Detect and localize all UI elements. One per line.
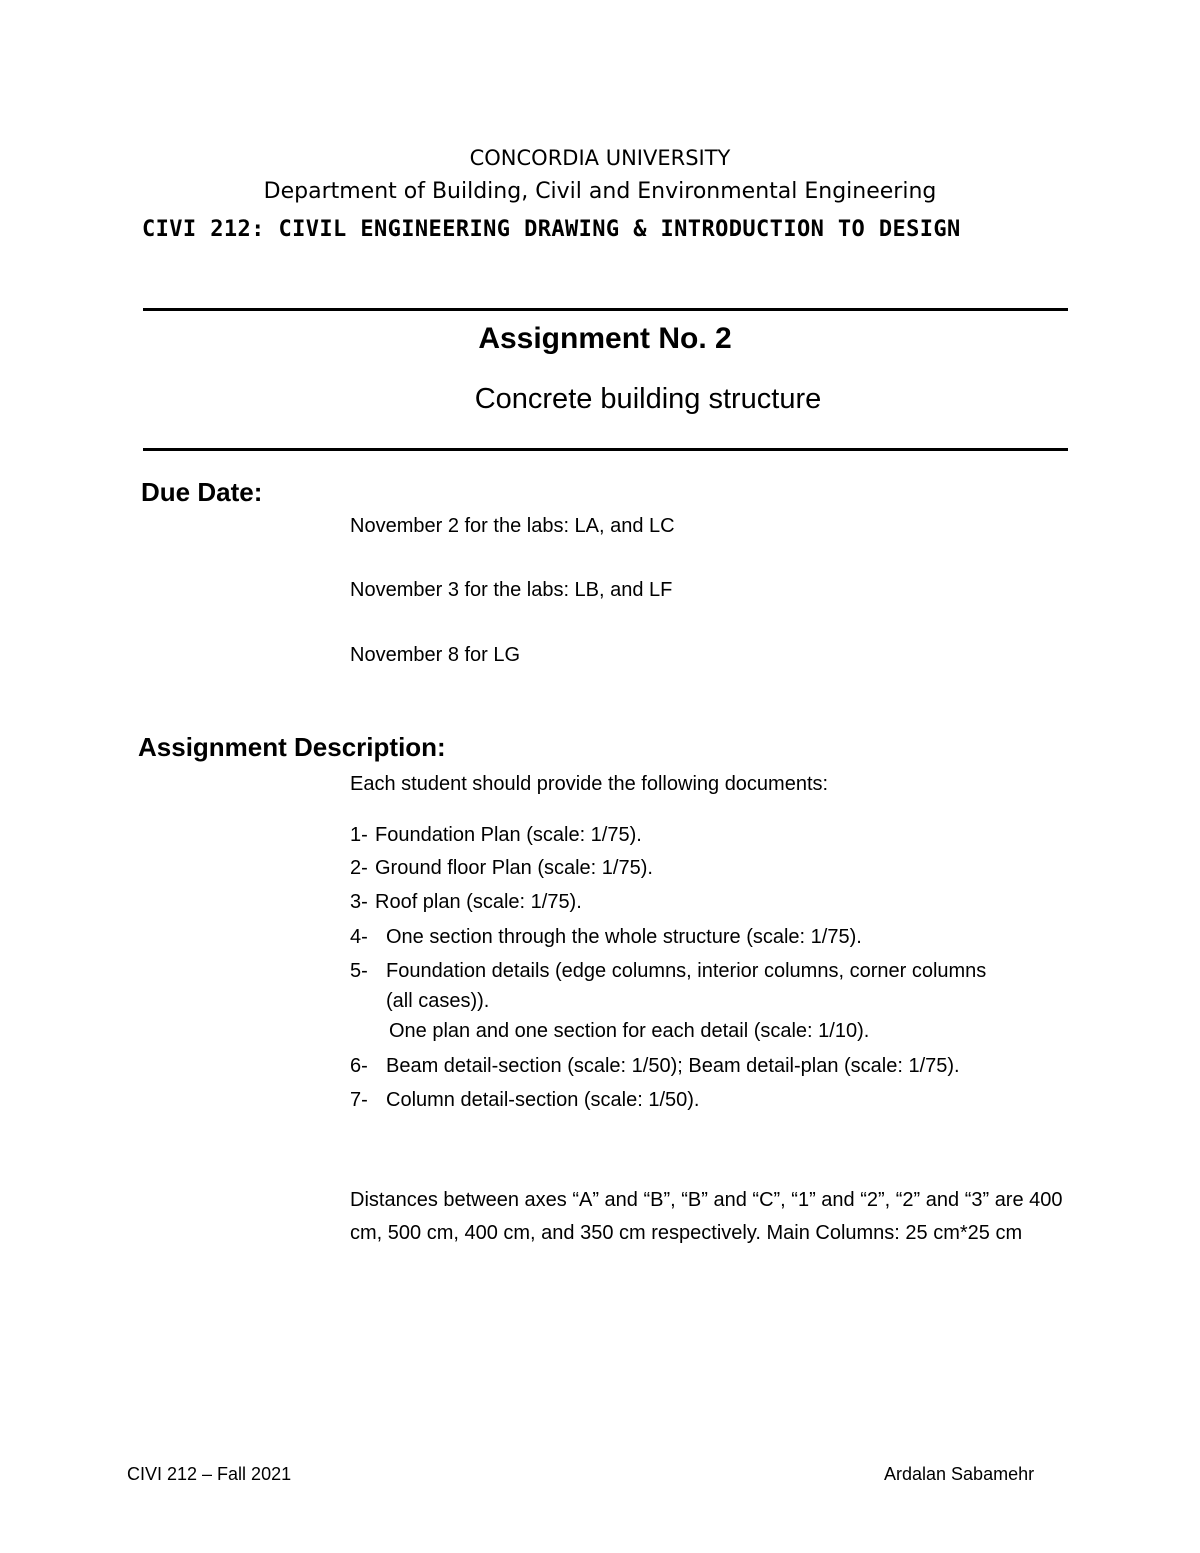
due-date-label: Due Date: [141, 477, 263, 507]
list-item-text: Foundation details (edge columns, interior columns, corner columns [386, 960, 987, 982]
footer-author: Ardalan Sabamehr [884, 1464, 1035, 1484]
list-item-number: 7- [350, 1089, 368, 1111]
footer-course: CIVI 212 – Fall 2021 [127, 1464, 292, 1484]
list-item-text-continued: (all cases)). [386, 990, 490, 1012]
list-item-number: 6- [350, 1055, 368, 1077]
bottom-divider [143, 448, 1068, 451]
top-divider [143, 308, 1068, 311]
list-item-text: Foundation Plan (scale: 1/75). [375, 824, 642, 846]
due-date-1: November 2 for the labs: LA, and LC [350, 515, 675, 537]
list-item-text: Beam detail-section (scale: 1/50); Beam detail-plan (scale: 1/75). [386, 1055, 960, 1077]
list-item-text: Ground floor Plan (scale: 1/75). [375, 857, 653, 879]
list-item-number: 3- [350, 891, 368, 913]
university-name: CONCORDIA UNIVERSITY [469, 146, 731, 170]
description-intro: Each student should provide the following documents: [350, 773, 829, 795]
list-item-text: One section through the whole structure (scale: 1/75). [386, 926, 862, 948]
list-item-number: 4- [350, 926, 368, 948]
due-date-3: November 8 for LG [350, 644, 521, 666]
course-title: CIVI 212: CIVIL ENGINEERING DRAWING & INTRODUCTION TO DESIGN [142, 217, 961, 242]
list-item-text: Column detail-section (scale: 1/50). [386, 1089, 700, 1111]
list-item-number: 5- [350, 960, 368, 982]
axes-distances-paragraph: Distances between axes “A” and “B”, “B” and “C”, “1” and “2”, “2” and “3” are 400 cm, 500 cm, 400 cm, and 350 cm respectively. Main Columns: 25 cm*25 cm [350, 1189, 1063, 1244]
assignment-subtitle: Concrete building structure [474, 383, 822, 415]
list-item-number: 1- [350, 824, 368, 846]
list-item-number: 2- [350, 857, 368, 879]
description-label: Assignment Description: [138, 732, 446, 762]
assignment-title: Assignment No. 2 [478, 322, 732, 355]
department-name: Department of Building, Civil and Environmental Engineering [263, 179, 937, 204]
due-date-2: November 3 for the labs: LB, and LF [350, 579, 673, 601]
list-item-subnote: One plan and one section for each detail (scale: 1/10). [389, 1020, 870, 1042]
list-item-text: Roof plan (scale: 1/75). [375, 891, 582, 913]
